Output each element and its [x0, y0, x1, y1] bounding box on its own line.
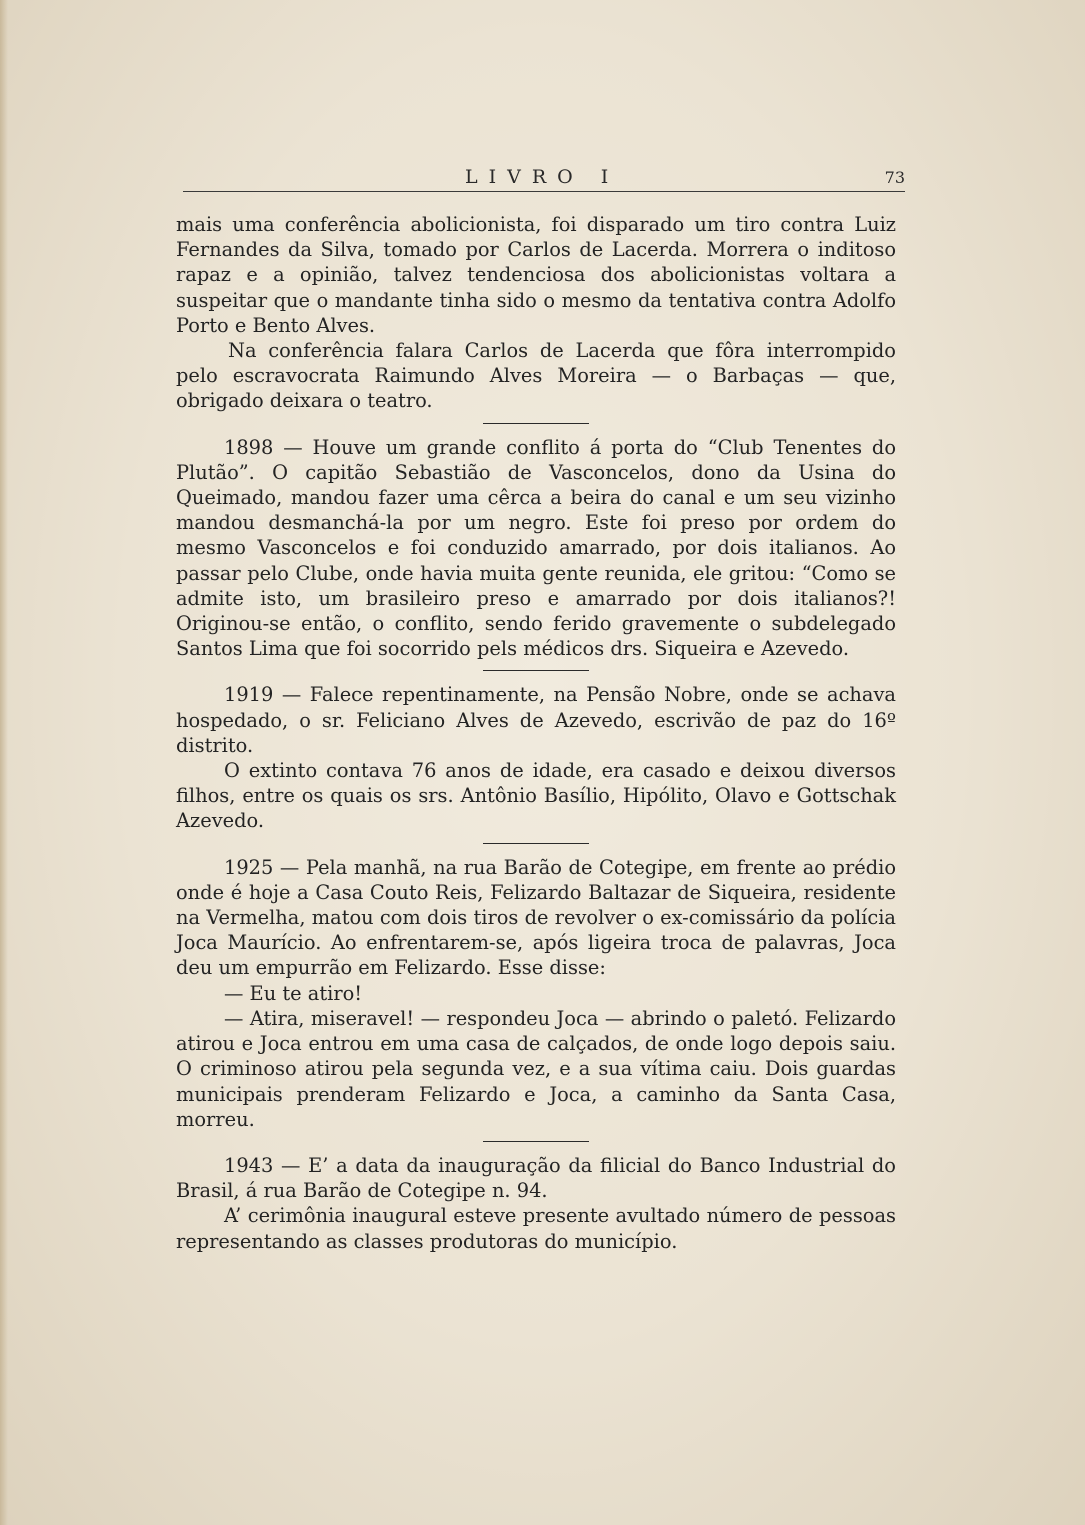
paragraph: O extinto contava 76 anos de idade, era casado e deixou diversos filhos, entre os quais os srs. Antônio Basílio, Hipólito, Olavo e Gottschak Azevedo. — [176, 759, 896, 833]
running-head: LIVRO I — [465, 166, 620, 188]
paragraph: 1898 — Houve um grande conflito á porta do “Club Tenentes do Plutão”. O capitão Sebastião de Vasconcelos, dono da Usina do Queimado, mandou fazer uma cêrca a beira do canal e um seu vizinho mandou desmanchá-la por um negro. Este foi preso por ordem do mesmo Vasconcelos e foi conduzido amarrado, por dois italianos. Ao passar pelo Clube, onde havia muita gente reunida, ele gritou: “Como se admite isto, um brasileiro preso e amarrado por dois italianos?! Originou-se então, o conflito, sendo ferido gravemente o subdelegado Santos Lima que foi socorrido pels médicos drs. Siqueira e Azevedo. — [176, 435, 896, 661]
header-rule — [183, 191, 905, 192]
page-number: 73 — [884, 168, 905, 187]
paragraph: 1919 — Falece repentinamente, na Pensão Nobre, onde se achava hospedado, o sr. Feliciano Alves de Azevedo, escrivão de paz do 16º distrito. — [176, 683, 896, 757]
page-body — [176, 212, 896, 1254]
paragraph: A’ cerimônia inaugural esteve presente avultado número de pessoas representando as classes produtoras do município. — [176, 1204, 896, 1253]
paragraph: mais uma conferência abolicionista, foi disparado um tiro contra Luiz Fernandes da Silva, tomado por Carlos de Lacerda. Morrera o inditoso rapaz e a opinião, talvez tendenciosa dos abolicionistas voltara a suspeitar que o mandante tinha sido o mesmo da tentativa contra Adolfo Porto e Bento Alves. — [176, 213, 896, 337]
paragraph: 1943 — E’ a data da inauguração da filicial do Banco Industrial do Brasil, á rua Barão de Cotegipe n. 94. — [176, 1153, 896, 1203]
paragraph: 1925 — Pela manhã, na rua Barão de Cotegipe, em frente ao prédio onde é hoje a Casa Couto Reis, Felizardo Baltazar de Siqueira, residente na Vermelha, matou com dois tiros de revolver o ex-comissário da polícia Joca Maurício. Ao enfrentarem-se, após ligeira troca de palavras, Joca deu um empurrão em Felizardo. Esse disse: — [176, 855, 896, 980]
paragraph: — Atira, miseravel! — respondeu Joca — abrindo o paletó. Felizardo atirou e Joca entrou em uma casa de calçados, de onde logo depois saiu. O criminoso atirou pela segunda vez, e a sua vítima caiu. Dois guardas municipais prenderam Felizardo e Joca, a caminho da Santa Casa, morreu. — [176, 1006, 896, 1131]
paragraph: Na conferência falara Carlos de Lacerda que fôra interrompido pelo escravocrata Raimundo Alves Moreira — o Barbaças — que, obrigado deixara o teatro. — [176, 339, 896, 413]
page-edge-shadow — [0, 0, 8, 1525]
page-header — [183, 164, 905, 198]
paragraph: — Eu te atiro! — [224, 981, 363, 1005]
